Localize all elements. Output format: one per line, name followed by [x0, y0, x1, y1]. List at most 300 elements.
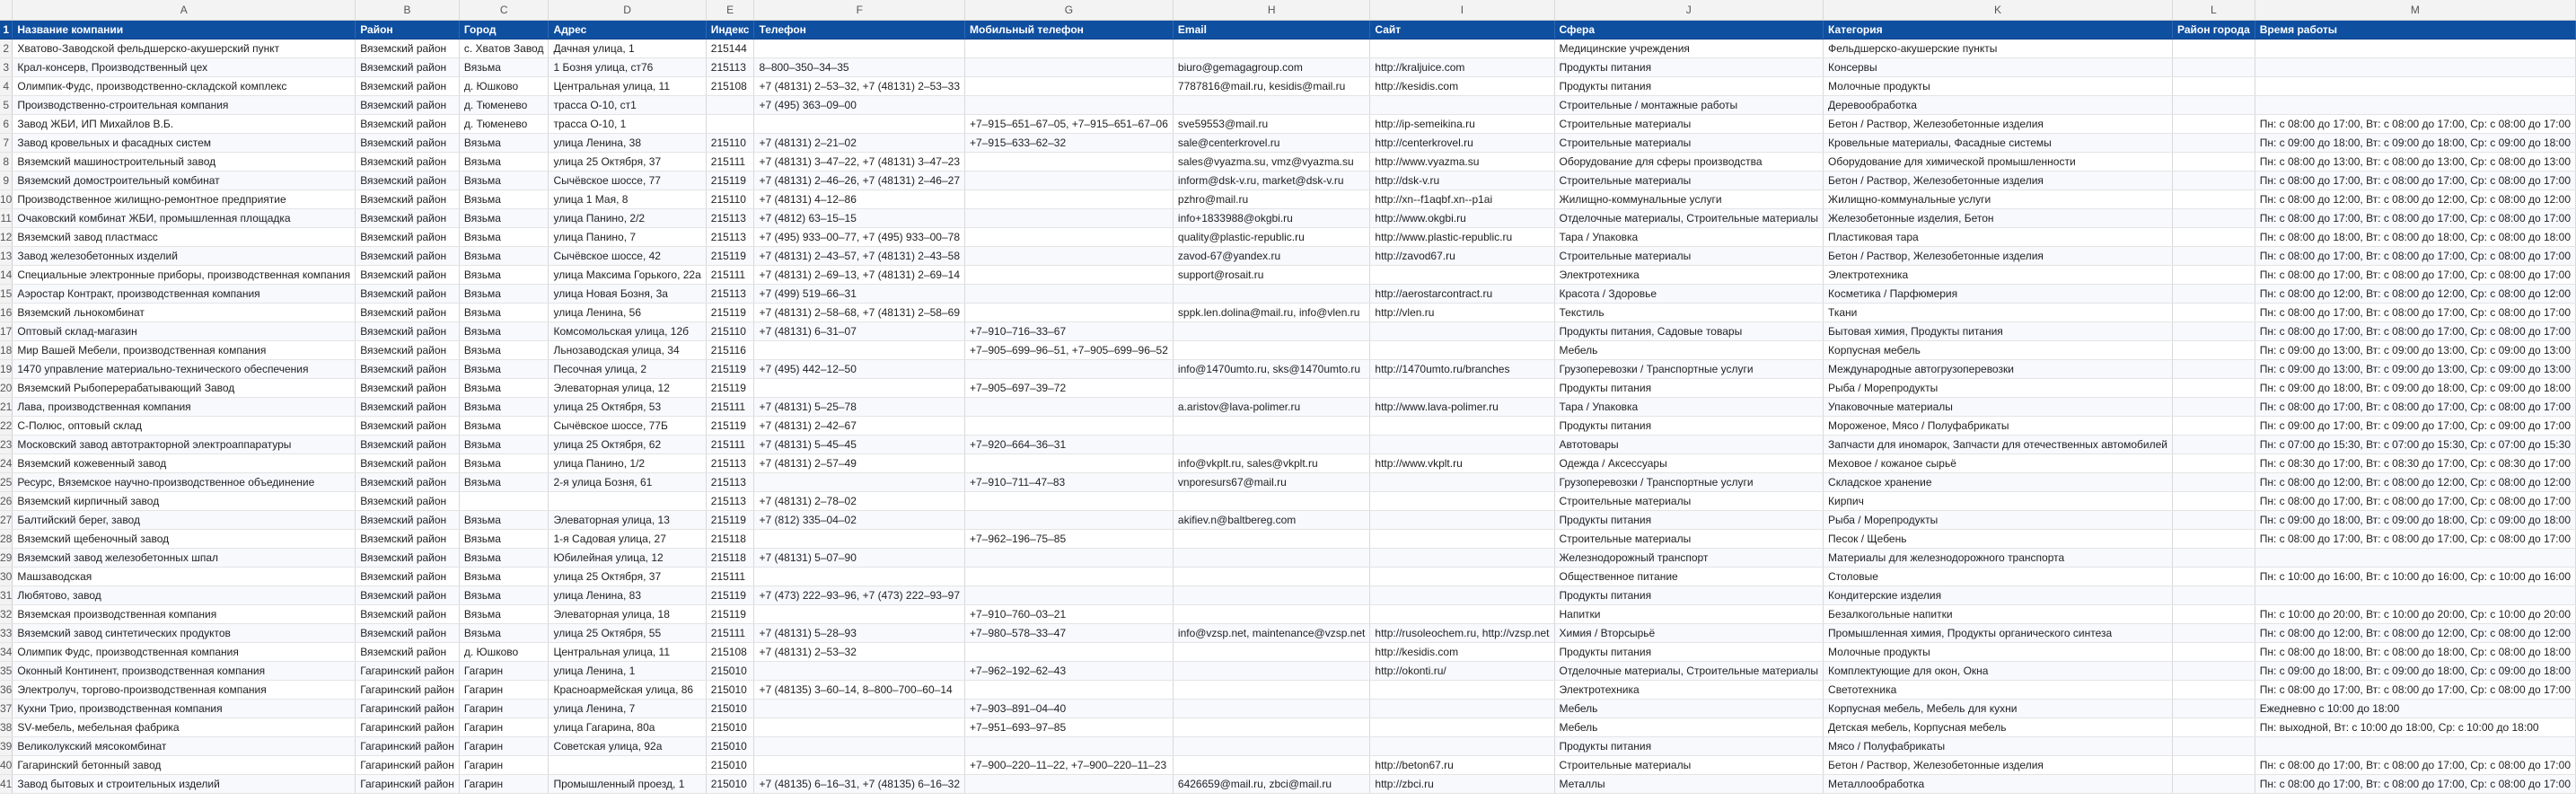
table-cell[interactable]: Олимпик-Фудс, производственно-складской комплекс — [13, 76, 356, 95]
table-cell[interactable]: Вяземский район — [356, 114, 460, 133]
table-cell[interactable] — [2172, 567, 2255, 585]
table-cell[interactable]: Железнодорожный транспорт — [1554, 548, 1824, 567]
row-number[interactable]: 7 — [0, 133, 13, 152]
table-cell[interactable] — [754, 604, 965, 623]
table-cell[interactable]: Гагарин — [459, 774, 549, 793]
table-cell[interactable] — [2172, 604, 2255, 623]
table-cell[interactable]: Мороженое, Мясо / Полуфабрикаты — [1824, 416, 2173, 435]
table-cell[interactable] — [965, 680, 1174, 699]
table-cell[interactable]: Вяземская производственная компания — [13, 604, 356, 623]
table-cell[interactable]: Тара / Упаковка — [1554, 397, 1824, 416]
table-cell[interactable]: Вяземский кирпичный завод — [13, 491, 356, 510]
table-cell[interactable]: 1470 управление материально-технического обеспечения — [13, 359, 356, 378]
table-cell[interactable]: Хватово-Заводской фельдшерско-акушерский пункт — [13, 39, 356, 57]
table-cell[interactable]: Вязьма — [459, 303, 549, 321]
table-cell[interactable]: info@vkplt.ru, sales@vkplt.ru — [1173, 453, 1369, 472]
table-cell[interactable]: Строительные / монтажные работы — [1554, 95, 1824, 114]
table-cell[interactable] — [965, 39, 1174, 57]
table-cell[interactable] — [2172, 133, 2255, 152]
table-cell[interactable]: Кондитерские изделия — [1824, 585, 2173, 604]
table-cell[interactable]: http://okonti.ru/ — [1370, 661, 1554, 680]
table-cell[interactable]: Завод ЖБИ, ИП Михайлов В.Б. — [13, 114, 356, 133]
table-cell[interactable]: Пн: с 08:00 до 12:00, Вт: с 08:00 до 12:00, Ср: с 08:00 до 12:00 — [2255, 623, 2575, 642]
table-cell[interactable]: Кровельные материалы, Фасадные системы — [1824, 133, 2173, 152]
row-number[interactable]: 28 — [0, 529, 13, 548]
column-title-cell[interactable]: Район — [356, 20, 460, 39]
table-cell[interactable] — [754, 699, 965, 718]
column-title-cell[interactable]: Название компании — [13, 20, 356, 39]
table-cell[interactable]: Оптовый склад-магазин — [13, 321, 356, 340]
table-cell[interactable]: Грузоперевозки / Транспортные услуги — [1554, 472, 1824, 491]
table-cell[interactable]: Вязьма — [459, 472, 549, 491]
table-cell[interactable] — [1173, 435, 1369, 453]
table-cell[interactable]: Пн: с 08:00 до 17:00, Вт: с 08:00 до 17:00, Ср: с 08:00 до 17:00 — [2255, 774, 2575, 793]
row-number[interactable]: 15 — [0, 284, 13, 303]
table-cell[interactable]: улица Панино, 1/2 — [549, 453, 706, 472]
table-cell[interactable]: http://kesidis.com — [1370, 642, 1554, 661]
table-cell[interactable] — [1173, 718, 1369, 736]
table-cell[interactable]: Пн: с 09:00 до 13:00, Вт: с 09:00 до 13:00, Ср: с 09:00 до 13:00 — [2255, 359, 2575, 378]
table-cell[interactable]: Упаковочные материалы — [1824, 397, 2173, 416]
row-number[interactable]: 17 — [0, 321, 13, 340]
table-cell[interactable]: Продукты питания — [1554, 378, 1824, 397]
table-cell[interactable] — [2172, 491, 2255, 510]
table-cell[interactable]: Крал-консерв, Производственный цех — [13, 57, 356, 76]
row-number[interactable]: 39 — [0, 736, 13, 755]
table-cell[interactable]: Вязьма — [459, 208, 549, 227]
table-cell[interactable]: inform@dsk-v.ru, market@dsk-v.ru — [1173, 171, 1369, 189]
table-cell[interactable]: Автотовары — [1554, 435, 1824, 453]
table-cell[interactable]: Вяземский район — [356, 227, 460, 246]
table-cell[interactable]: 215010 — [706, 755, 754, 774]
table-cell[interactable] — [965, 95, 1174, 114]
table-cell[interactable] — [965, 397, 1174, 416]
table-cell[interactable] — [2172, 435, 2255, 453]
row-number[interactable]: 21 — [0, 397, 13, 416]
table-cell[interactable]: +7 (499) 519‒66‒31 — [754, 284, 965, 303]
table-cell[interactable]: улица 25 Октября, 53 — [549, 397, 706, 416]
table-cell[interactable]: Напитки — [1554, 604, 1824, 623]
table-cell[interactable]: +7 (48131) 2‒46‒26, +7 (48131) 2‒46‒27 — [754, 171, 965, 189]
table-cell[interactable]: Бетон / Раствор, Железобетонные изделия — [1824, 755, 2173, 774]
table-cell[interactable] — [1370, 472, 1554, 491]
table-cell[interactable]: zavod-67@yandex.ru — [1173, 246, 1369, 265]
row-number[interactable]: 13 — [0, 246, 13, 265]
row-number[interactable]: 22 — [0, 416, 13, 435]
table-cell[interactable]: 215010 — [706, 718, 754, 736]
row-number[interactable]: 2 — [0, 39, 13, 57]
table-cell[interactable]: Гагарин — [459, 736, 549, 755]
table-cell[interactable]: 215113 — [706, 208, 754, 227]
table-cell[interactable]: Одежда / Аксессуары — [1554, 453, 1824, 472]
table-cell[interactable] — [1173, 699, 1369, 718]
table-cell[interactable]: Вяземский район — [356, 642, 460, 661]
table-cell[interactable]: д. Юшково — [459, 76, 549, 95]
table-cell[interactable] — [2255, 57, 2575, 76]
table-cell[interactable]: Гагаринский район — [356, 774, 460, 793]
table-cell[interactable]: Вязьма — [459, 133, 549, 152]
table-cell[interactable]: Сычёвское шоссе, 77Б — [549, 416, 706, 435]
table-cell[interactable]: +7 (48131) 2‒69‒13, +7 (48131) 2‒69‒14 — [754, 265, 965, 284]
table-cell[interactable]: улица 25 Октября, 37 — [549, 152, 706, 171]
select-all-corner[interactable] — [0, 0, 13, 20]
table-cell[interactable]: улица Ленина, 38 — [549, 133, 706, 152]
table-cell[interactable]: Гагарин — [459, 755, 549, 774]
table-cell[interactable]: 215118 — [706, 529, 754, 548]
table-cell[interactable]: Сычёвское шоссе, 42 — [549, 246, 706, 265]
table-cell[interactable]: +7 (48131) 2‒78‒02 — [754, 491, 965, 510]
table-cell[interactable]: http://beton67.ru — [1370, 755, 1554, 774]
column-header-d[interactable]: D — [549, 0, 706, 20]
table-cell[interactable]: Корпусная мебель, Мебель для кухни — [1824, 699, 2173, 718]
table-cell[interactable] — [754, 718, 965, 736]
row-number[interactable]: 12 — [0, 227, 13, 246]
table-cell[interactable]: Продукты питания, Садовые товары — [1554, 321, 1824, 340]
table-cell[interactable] — [2172, 510, 2255, 529]
table-cell[interactable]: Вязьма — [459, 321, 549, 340]
table-cell[interactable]: Вяземский завод синтетических продуктов — [13, 623, 356, 642]
table-cell[interactable]: Вяземский район — [356, 321, 460, 340]
table-cell[interactable]: Пн: с 08:00 до 12:00, Вт: с 08:00 до 12:00, Ср: с 08:00 до 12:00 — [2255, 284, 2575, 303]
table-cell[interactable] — [754, 661, 965, 680]
table-cell[interactable]: Вяземский район — [356, 208, 460, 227]
column-title-cell[interactable]: Email — [1173, 20, 1369, 39]
table-cell[interactable]: улица Панино, 2/2 — [549, 208, 706, 227]
table-cell[interactable]: Кухни Трио, производственная компания — [13, 699, 356, 718]
table-cell[interactable] — [2255, 736, 2575, 755]
table-cell[interactable] — [1370, 340, 1554, 359]
table-cell[interactable]: Электротехника — [1554, 265, 1824, 284]
table-cell[interactable]: Строительные материалы — [1554, 114, 1824, 133]
table-cell[interactable]: Вязьма — [459, 189, 549, 208]
column-header-b[interactable]: B — [356, 0, 460, 20]
table-cell[interactable]: Центральная улица, 11 — [549, 642, 706, 661]
row-number[interactable]: 14 — [0, 265, 13, 284]
table-cell[interactable]: Гагарин — [459, 661, 549, 680]
table-cell[interactable] — [2172, 755, 2255, 774]
table-cell[interactable] — [2255, 585, 2575, 604]
table-cell[interactable]: 215010 — [706, 774, 754, 793]
table-cell[interactable]: трасса О-10, 1 — [549, 114, 706, 133]
table-cell[interactable]: +7‒910‒716‒33‒67 — [965, 321, 1174, 340]
table-cell[interactable]: Вяземский район — [356, 171, 460, 189]
table-cell[interactable] — [1173, 755, 1369, 774]
table-cell[interactable]: улица Новая Бозня, 3а — [549, 284, 706, 303]
table-cell[interactable] — [1370, 265, 1554, 284]
table-cell[interactable]: Вяземский район — [356, 623, 460, 642]
table-cell[interactable] — [1370, 680, 1554, 699]
table-cell[interactable]: Отделочные материалы, Строительные материалы — [1554, 208, 1824, 227]
table-cell[interactable]: Общественное питание — [1554, 567, 1824, 585]
table-cell[interactable]: д. Тюменево — [459, 114, 549, 133]
table-cell[interactable]: Мир Вашей Мебели, производственная компания — [13, 340, 356, 359]
table-cell[interactable] — [1370, 585, 1554, 604]
table-cell[interactable]: улица 1 Мая, 8 — [549, 189, 706, 208]
row-number[interactable]: 29 — [0, 548, 13, 567]
table-cell[interactable]: 215010 — [706, 699, 754, 718]
row-number[interactable]: 10 — [0, 189, 13, 208]
table-cell[interactable]: Бетон / Раствор, Железобетонные изделия — [1824, 246, 2173, 265]
table-cell[interactable]: http://www.okgbi.ru — [1370, 208, 1554, 227]
table-cell[interactable]: Вяземский район — [356, 567, 460, 585]
table-cell[interactable]: +7 (48131) 5‒25‒78 — [754, 397, 965, 416]
column-title-cell[interactable]: Сайт — [1370, 20, 1554, 39]
table-cell[interactable]: Пн: с 08:00 до 17:00, Вт: с 08:00 до 17:00, Ср: с 08:00 до 17:00 — [2255, 755, 2575, 774]
table-cell[interactable] — [1173, 95, 1369, 114]
row-number[interactable]: 23 — [0, 435, 13, 453]
table-cell[interactable]: Песок / Щебень — [1824, 529, 2173, 548]
table-cell[interactable] — [2255, 39, 2575, 57]
table-cell[interactable]: Светотехника — [1824, 680, 2173, 699]
table-cell[interactable]: http://kraljuice.com — [1370, 57, 1554, 76]
table-cell[interactable]: Пластиковая тара — [1824, 227, 2173, 246]
table-cell[interactable]: Гагаринский район — [356, 699, 460, 718]
table-cell[interactable] — [2255, 95, 2575, 114]
row-number[interactable]: 20 — [0, 378, 13, 397]
table-cell[interactable]: 1 Бозня улица, ст76 — [549, 57, 706, 76]
table-cell[interactable] — [965, 227, 1174, 246]
row-number[interactable]: 27 — [0, 510, 13, 529]
table-cell[interactable]: +7‒951‒693‒97‒85 — [965, 718, 1174, 736]
table-cell[interactable]: Грузоперевозки / Транспортные услуги — [1554, 359, 1824, 378]
table-cell[interactable]: Вязьма — [459, 57, 549, 76]
table-cell[interactable]: +7 (48131) 5‒07‒90 — [754, 548, 965, 567]
table-cell[interactable]: Московский завод автотракторной электроаппаратуры — [13, 435, 356, 453]
table-cell[interactable]: info+1833988@okgbi.ru — [1173, 208, 1369, 227]
table-cell[interactable]: Гагаринский район — [356, 680, 460, 699]
table-cell[interactable]: +7 (495) 363‒09‒00 — [754, 95, 965, 114]
table-cell[interactable] — [965, 548, 1174, 567]
table-cell[interactable] — [2172, 359, 2255, 378]
table-cell[interactable]: Пн: выходной, Вт: с 10:00 до 18:00, Ср: с 10:00 до 18:00 — [2255, 718, 2575, 736]
table-cell[interactable]: Пн: с 08:00 до 17:00, Вт: с 08:00 до 17:00, Ср: с 08:00 до 17:00 — [2255, 246, 2575, 265]
table-cell[interactable]: Строительные материалы — [1554, 491, 1824, 510]
table-cell[interactable]: pzhro@mail.ru — [1173, 189, 1369, 208]
table-cell[interactable]: Пн: с 09:00 до 13:00, Вт: с 09:00 до 13:00, Ср: с 09:00 до 13:00 — [2255, 340, 2575, 359]
table-cell[interactable]: Вязьма — [459, 359, 549, 378]
table-cell[interactable] — [2255, 548, 2575, 567]
table-cell[interactable]: Косметика / Парфюмерия — [1824, 284, 2173, 303]
table-cell[interactable] — [754, 114, 965, 133]
table-cell[interactable] — [2172, 95, 2255, 114]
table-cell[interactable] — [965, 246, 1174, 265]
table-cell[interactable]: Красноармейская улица, 86 — [549, 680, 706, 699]
table-cell[interactable]: Вязьма — [459, 265, 549, 284]
table-cell[interactable]: Вяземский район — [356, 284, 460, 303]
table-cell[interactable]: Вяземский район — [356, 397, 460, 416]
table-cell[interactable]: Гагаринский район — [356, 661, 460, 680]
table-cell[interactable]: Безалкогольные напитки — [1824, 604, 2173, 623]
table-cell[interactable]: +7 (48131) 2‒42‒67 — [754, 416, 965, 435]
table-cell[interactable] — [965, 284, 1174, 303]
table-cell[interactable]: +7 (48131) 6‒31‒07 — [754, 321, 965, 340]
table-cell[interactable]: 215010 — [706, 680, 754, 699]
table-cell[interactable]: +7 (48131) 2‒53‒32, +7 (48131) 2‒53‒33 — [754, 76, 965, 95]
table-cell[interactable]: Вяземский район — [356, 39, 460, 57]
table-cell[interactable]: akifiev.n@baltbereg.com — [1173, 510, 1369, 529]
table-cell[interactable]: Вязьма — [459, 604, 549, 623]
table-cell[interactable] — [965, 303, 1174, 321]
table-cell[interactable]: Материалы для железнодорожного транспорта — [1824, 548, 2173, 567]
table-cell[interactable]: http://aerostarcontract.ru — [1370, 284, 1554, 303]
table-cell[interactable]: Молочные продукты — [1824, 642, 2173, 661]
row-number[interactable]: 33 — [0, 623, 13, 642]
table-cell[interactable]: 215010 — [706, 736, 754, 755]
table-cell[interactable]: Гагарин — [459, 718, 549, 736]
table-cell[interactable]: Пн: с 08:00 до 17:00, Вт: с 08:00 до 17:00, Ср: с 08:00 до 17:00 — [2255, 491, 2575, 510]
table-cell[interactable]: quality@plastic-republic.ru — [1173, 227, 1369, 246]
table-cell[interactable]: sale@centerkrovel.ru — [1173, 133, 1369, 152]
table-cell[interactable]: Рыба / Морепродукты — [1824, 378, 2173, 397]
table-cell[interactable]: Пн: с 08:00 до 17:00, Вт: с 08:00 до 17:00, Ср: с 08:00 до 17:00 — [2255, 680, 2575, 699]
table-cell[interactable]: Вязьма — [459, 453, 549, 472]
table-cell[interactable]: Продукты питания — [1554, 416, 1824, 435]
table-cell[interactable] — [754, 736, 965, 755]
table-cell[interactable]: улица Ленина, 83 — [549, 585, 706, 604]
table-cell[interactable]: Вязьма — [459, 567, 549, 585]
table-cell[interactable] — [1370, 95, 1554, 114]
table-cell[interactable]: Завод железобетонных изделий — [13, 246, 356, 265]
table-cell[interactable] — [965, 76, 1174, 95]
table-cell[interactable]: Пн: с 08:00 до 17:00, Вт: с 08:00 до 17:00, Ср: с 08:00 до 17:00 — [2255, 171, 2575, 189]
table-cell[interactable]: +7‒910‒760‒03‒21 — [965, 604, 1174, 623]
table-cell[interactable]: Корпусная мебель — [1824, 340, 2173, 359]
table-cell[interactable]: Гагаринский район — [356, 736, 460, 755]
table-cell[interactable]: Пн: с 08:00 до 17:00, Вт: с 08:00 до 17:00, Ср: с 08:00 до 17:00 — [2255, 265, 2575, 284]
table-cell[interactable] — [2172, 718, 2255, 736]
table-cell[interactable]: Завод кровельных и фасадных систем — [13, 133, 356, 152]
column-header-f[interactable]: F — [754, 0, 965, 20]
table-cell[interactable] — [1370, 548, 1554, 567]
table-cell[interactable]: Песочная улица, 2 — [549, 359, 706, 378]
column-title-cell[interactable]: Индекс — [706, 20, 754, 39]
table-cell[interactable]: Пн: с 08:00 до 17:00, Вт: с 08:00 до 17:00, Ср: с 08:00 до 17:00 — [2255, 208, 2575, 227]
table-cell[interactable] — [965, 642, 1174, 661]
table-cell[interactable]: Пн: с 09:00 до 18:00, Вт: с 09:00 до 18:00, Ср: с 09:00 до 18:00 — [2255, 661, 2575, 680]
table-cell[interactable] — [965, 265, 1174, 284]
table-cell[interactable]: улица 25 Октября, 62 — [549, 435, 706, 453]
table-cell[interactable]: Запчасти для иномарок, Запчасти для отечественных автомобилей — [1824, 435, 2173, 453]
row-number[interactable]: 34 — [0, 642, 13, 661]
table-cell[interactable]: Вяземский район — [356, 491, 460, 510]
row-number[interactable]: 35 — [0, 661, 13, 680]
table-cell[interactable] — [965, 416, 1174, 435]
table-cell[interactable]: улица Ленина, 1 — [549, 661, 706, 680]
table-cell[interactable]: Бытовая химия, Продукты питания — [1824, 321, 2173, 340]
table-cell[interactable] — [2172, 623, 2255, 642]
table-cell[interactable] — [1173, 284, 1369, 303]
table-cell[interactable] — [2172, 642, 2255, 661]
table-cell[interactable]: Продукты питания — [1554, 76, 1824, 95]
table-cell[interactable]: 215113 — [706, 284, 754, 303]
table-cell[interactable]: +7 (48131) 5‒28‒93 — [754, 623, 965, 642]
table-cell[interactable]: Вяземский район — [356, 57, 460, 76]
table-cell[interactable]: Вязьма — [459, 435, 549, 453]
table-cell[interactable]: Пн: с 08:00 до 12:00, Вт: с 08:00 до 12:00, Ср: с 08:00 до 12:00 — [2255, 472, 2575, 491]
table-cell[interactable]: 215119 — [706, 303, 754, 321]
table-cell[interactable] — [1173, 642, 1369, 661]
table-cell[interactable]: http://centerkrovel.ru — [1370, 133, 1554, 152]
table-cell[interactable]: 215111 — [706, 623, 754, 642]
table-cell[interactable]: Вязьма — [459, 416, 549, 435]
column-title-cell[interactable]: Город — [459, 20, 549, 39]
table-cell[interactable]: Пн: с 08:00 до 17:00, Вт: с 08:00 до 17:00, Ср: с 08:00 до 17:00 — [2255, 397, 2575, 416]
table-cell[interactable]: Бетон / Раствор, Железобетонные изделия — [1824, 114, 2173, 133]
table-cell[interactable]: info@vzsp.net, maintenance@vzsp.net — [1173, 623, 1369, 642]
row-number[interactable]: 4 — [0, 76, 13, 95]
table-cell[interactable]: Гагаринский бетонный завод — [13, 755, 356, 774]
table-cell[interactable]: Пн: с 07:00 до 15:30, Вт: с 07:00 до 15:30, Ср: с 07:00 до 15:30 — [2255, 435, 2575, 453]
table-cell[interactable]: Элеваторная улица, 18 — [549, 604, 706, 623]
table-cell[interactable]: 215111 — [706, 567, 754, 585]
table-cell[interactable]: Оконный Континент, производственная компания — [13, 661, 356, 680]
table-cell[interactable]: Гагарин — [459, 699, 549, 718]
table-cell[interactable] — [2172, 529, 2255, 548]
row-number[interactable]: 30 — [0, 567, 13, 585]
table-cell[interactable]: Вяземский район — [356, 453, 460, 472]
table-cell[interactable]: 215108 — [706, 76, 754, 95]
table-cell[interactable]: http://www.vyazma.su — [1370, 152, 1554, 171]
table-cell[interactable]: Электролуч, торгово-производственная компания — [13, 680, 356, 699]
table-cell[interactable]: Пн: с 08:00 до 17:00, Вт: с 08:00 до 17:00, Ср: с 08:00 до 17:00 — [2255, 303, 2575, 321]
table-cell[interactable]: Пн: с 08:00 до 17:00, Вт: с 08:00 до 17:00, Ср: с 08:00 до 17:00 — [2255, 529, 2575, 548]
row-number[interactable]: 18 — [0, 340, 13, 359]
row-number[interactable]: 3 — [0, 57, 13, 76]
table-cell[interactable] — [2172, 472, 2255, 491]
table-cell[interactable] — [2172, 152, 2255, 171]
table-cell[interactable]: +7‒910‒711‒47‒83 — [965, 472, 1174, 491]
table-cell[interactable]: С-Полюс, оптовый склад — [13, 416, 356, 435]
table-cell[interactable]: Медицинские учреждения — [1554, 39, 1824, 57]
table-cell[interactable]: 8‒800‒350‒34‒35 — [754, 57, 965, 76]
table-cell[interactable]: Вязьма — [459, 623, 549, 642]
table-cell[interactable]: sppk.len.dolina@mail.ru, info@vlen.ru — [1173, 303, 1369, 321]
table-cell[interactable]: с. Хватов Завод — [459, 39, 549, 57]
column-header-h[interactable]: H — [1173, 0, 1369, 20]
table-cell[interactable]: Олимпик Фудс, производственная компания — [13, 642, 356, 661]
table-cell[interactable]: Продукты питания — [1554, 57, 1824, 76]
table-cell[interactable]: Мебель — [1554, 718, 1824, 736]
table-cell[interactable]: +7‒920‒664‒36‒31 — [965, 435, 1174, 453]
column-header-i[interactable]: I — [1370, 0, 1554, 20]
table-cell[interactable] — [2172, 76, 2255, 95]
table-cell[interactable]: Продукты питания — [1554, 585, 1824, 604]
table-cell[interactable]: +7 (495) 442‒12‒50 — [754, 359, 965, 378]
table-cell[interactable] — [2172, 189, 2255, 208]
table-cell[interactable]: Вяземский район — [356, 529, 460, 548]
table-cell[interactable]: Кирпич — [1824, 491, 2173, 510]
row-number[interactable]: 41 — [0, 774, 13, 793]
table-cell[interactable] — [965, 510, 1174, 529]
table-cell[interactable]: Элеваторная улица, 13 — [549, 510, 706, 529]
table-cell[interactable]: +7‒900‒220‒11‒22, +7‒900‒220‒11‒23 — [965, 755, 1174, 774]
table-cell[interactable] — [1370, 567, 1554, 585]
table-cell[interactable]: Строительные материалы — [1554, 529, 1824, 548]
table-cell[interactable]: Международные автогрузоперевозки — [1824, 359, 2173, 378]
table-cell[interactable]: Вяземский район — [356, 152, 460, 171]
column-header-j[interactable]: J — [1554, 0, 1824, 20]
table-cell[interactable]: Вяземский район — [356, 133, 460, 152]
table-cell[interactable]: Комсомольская улица, 12б — [549, 321, 706, 340]
table-cell[interactable]: +7 (48131) 2‒57‒49 — [754, 453, 965, 472]
table-cell[interactable] — [459, 491, 549, 510]
table-cell[interactable]: biuro@gemagagroup.com — [1173, 57, 1369, 76]
table-cell[interactable]: +7 (48131) 4‒12‒86 — [754, 189, 965, 208]
table-cell[interactable]: Текстиль — [1554, 303, 1824, 321]
table-cell[interactable]: Меховое / кожаное сырьё — [1824, 453, 2173, 472]
table-cell[interactable]: 215118 — [706, 548, 754, 567]
table-cell[interactable] — [1173, 736, 1369, 755]
